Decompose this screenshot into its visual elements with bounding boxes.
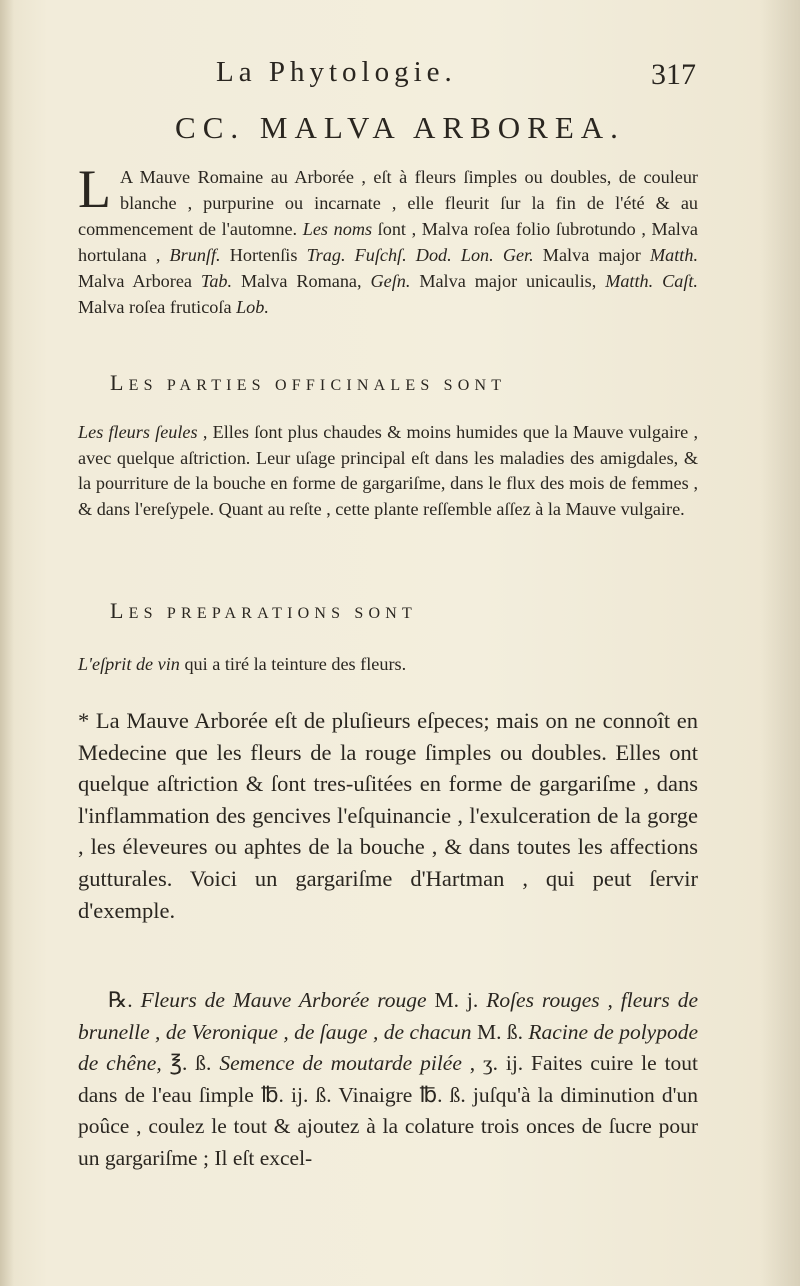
intro-text: Malva Romana,: [232, 271, 371, 291]
intro-text: Hortenſis: [220, 245, 307, 265]
heading-initial: L: [110, 598, 129, 623]
author-ref: Lob.: [236, 297, 269, 317]
recipe-ingredient: Semence de moutarde pilée: [219, 1051, 462, 1075]
page-edge-shadow: [760, 0, 800, 1286]
intro-paragraph: [78, 159, 698, 320]
parties-text: , Elles ſont plus chaudes & moins humides que la Mauve vulgaire , avec quelque aſtriction. Leur uſage principal eſt dans les maladies des amigdales, & la pourriture de la bouche en forme de gargariſme, dans le flux des mois de femmes , & dans l'ereſypele. Quant au reſte , cette plante reſſemble aſſez à la Mauve vulgaire.: [78, 422, 698, 519]
author-ref: Geſn.: [370, 271, 411, 291]
drop-cap: L: [78, 159, 111, 219]
recipe-ingredient: Racine de polypode de chêne,: [78, 1019, 698, 1075]
intro-text: A Mauve Romaine au Arborée , eſt à fleurs ſimples ou doubles, de couleur blanche , purpurine ou incarnate , elle fleurit ſur la fin de l'été & au commencement de l'automne.: [78, 167, 698, 239]
preparations-text: qui a tiré la teinture des fleurs.: [179, 654, 407, 674]
recipe-sign: ℞.: [108, 988, 133, 1012]
author-ref: Brunſf.: [169, 245, 221, 265]
recipe-quantity: ℥. ß.: [161, 1051, 220, 1075]
preparations-label: L'eſprit de vin: [78, 654, 180, 674]
note-paragraph: * La Mauve Arborée eſt de pluſieurs eſpeces; mais on ne connoît en Medecine que les fleurs de la rouge ſimples ou doubles. Elles ont quelque aſtriction & ſont tres-uſitées en forme de gargariſme , dans l'inflammation des gencives l'eſquinancie , l'exulceration de la gorge , les éleveures ou aphtes de la bouche , & dans toutes les affections gutturales. Voici un gargariſme d'Hartman , qui peut ſervir d'exemple.: [78, 708, 698, 923]
author-ref: Tab.: [200, 271, 233, 291]
running-head-title: La Phytologie.: [216, 56, 457, 88]
recipe-quantity: M. j.: [426, 988, 487, 1012]
heading-text: ES PREPARATIONS SONT: [128, 605, 417, 622]
intro-text: ſont , Malva roſea folio ſubrotundo , Malva hortulana ,: [78, 219, 698, 265]
author-ref: Matth.: [650, 245, 698, 265]
recipe-ingredient: Roſes rouges , fleurs de brunelle , de Veronique , de ſauge , de chacun: [78, 988, 698, 1044]
parties-label: Les fleurs ſeules: [78, 422, 198, 442]
page-gutter-shadow: [0, 0, 14, 1286]
intro-text: Malva major: [533, 245, 650, 265]
recipe-quantity: M. ß.: [471, 1019, 529, 1044]
preparations-paragraph: [78, 651, 698, 677]
author-ref: Matth. Caſt.: [605, 271, 698, 291]
running-head: [216, 56, 696, 96]
intro-text: Malva major unicaulis,: [410, 271, 606, 291]
recipe-ingredient: Fleurs de Mauve Arborée rouge: [132, 988, 427, 1012]
intro-text: Malva Arborea: [78, 271, 201, 291]
section-heading-parties: [110, 370, 700, 396]
section-heading-preparations: [110, 598, 700, 624]
recipe-paragraph: [78, 985, 698, 1174]
heading-initial: L: [110, 370, 129, 395]
parties-paragraph: [78, 420, 698, 522]
author-ref: Trag. Fuſchſ. Dod. Lon. Ger.: [306, 245, 534, 265]
page-number: 317: [651, 58, 696, 91]
chapter-title: CC. MALVA ARBOREA.: [175, 110, 625, 145]
recipe-instructions: , ʒ. ij. Faites cuire le tout dans de l'eau ſimple ℔. ij. ß. Vinaigre ℔. ß. juſqu'à la diminution d'un poûce , coulez le tout & ajoutez à la colature trois onces de ſucre pour un gargariſme ; Il eſt excel-: [78, 1051, 699, 1170]
intro-text: Malva roſea fruticoſa: [78, 297, 237, 317]
heading-text: ES PARTIES OFFICINALES SONT: [128, 377, 507, 394]
noms-label: Les noms: [302, 219, 373, 239]
